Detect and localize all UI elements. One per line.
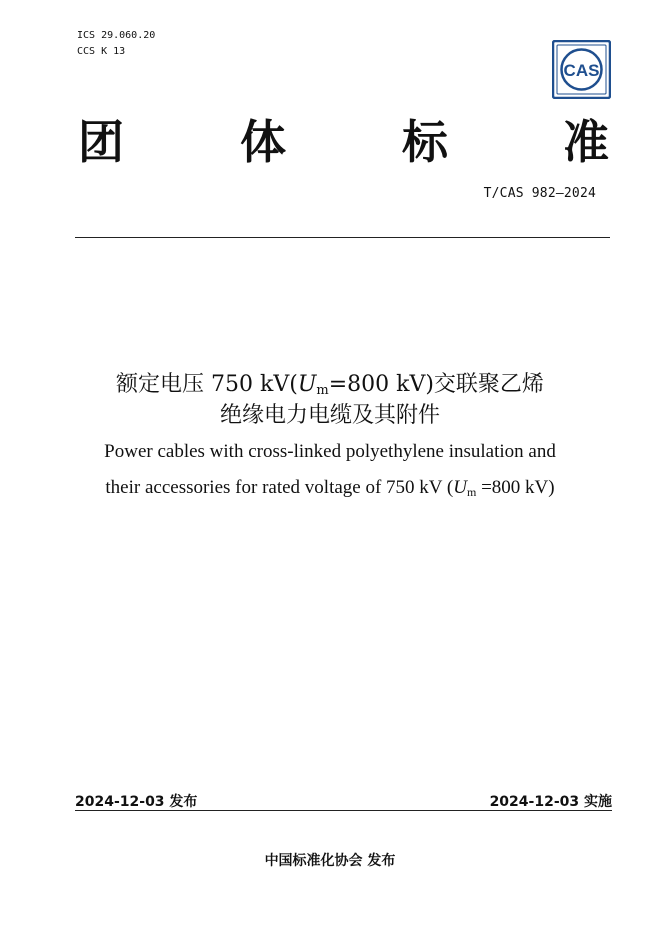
- english-title-line-1: Power cables with cross-linked polyethylene insulation and: [104, 441, 556, 462]
- english-title-line-2: [0, 477, 660, 500]
- title-char-4: 准: [563, 115, 609, 169]
- chinese-title-line-1: [0, 367, 660, 398]
- title-char-1: 团: [78, 115, 124, 169]
- header-divider: [75, 237, 610, 238]
- cn-title-suffix: =800 kV)交联聚乙烯: [328, 372, 544, 397]
- release-date: 2024-12-03 发布: [75, 794, 198, 810]
- cn-um-symbol: U: [297, 372, 317, 397]
- footer-divider: [75, 810, 612, 811]
- standard-number: T/CAS 982—2024: [483, 186, 596, 201]
- title-char-2: 体: [240, 115, 286, 169]
- document-type-title: [78, 112, 610, 172]
- ics-code: ICS 29.060.20: [77, 30, 156, 41]
- publisher: 中国标准化协会 发布: [264, 853, 396, 869]
- implementation-date: 2024-12-03 实施: [489, 794, 612, 810]
- en-um-symbol: U: [453, 477, 467, 498]
- cas-logo: [552, 40, 611, 99]
- classification-codes: [77, 28, 155, 60]
- title-char-3: 标: [402, 115, 448, 169]
- en-um-subscript: m: [466, 485, 477, 499]
- ccs-code: CCS K 13: [77, 46, 126, 57]
- cn-title-prefix: 额定电压 750 kV(: [116, 372, 298, 397]
- cn-um-subscript: m: [316, 383, 329, 398]
- en-title-prefix: their accessories for rated voltage of 750 kV (: [105, 477, 454, 498]
- chinese-title-line-2: 绝缘电力电缆及其附件: [219, 403, 440, 428]
- logo-text: CAS: [563, 61, 600, 80]
- en-title-suffix: =800 kV): [476, 477, 555, 498]
